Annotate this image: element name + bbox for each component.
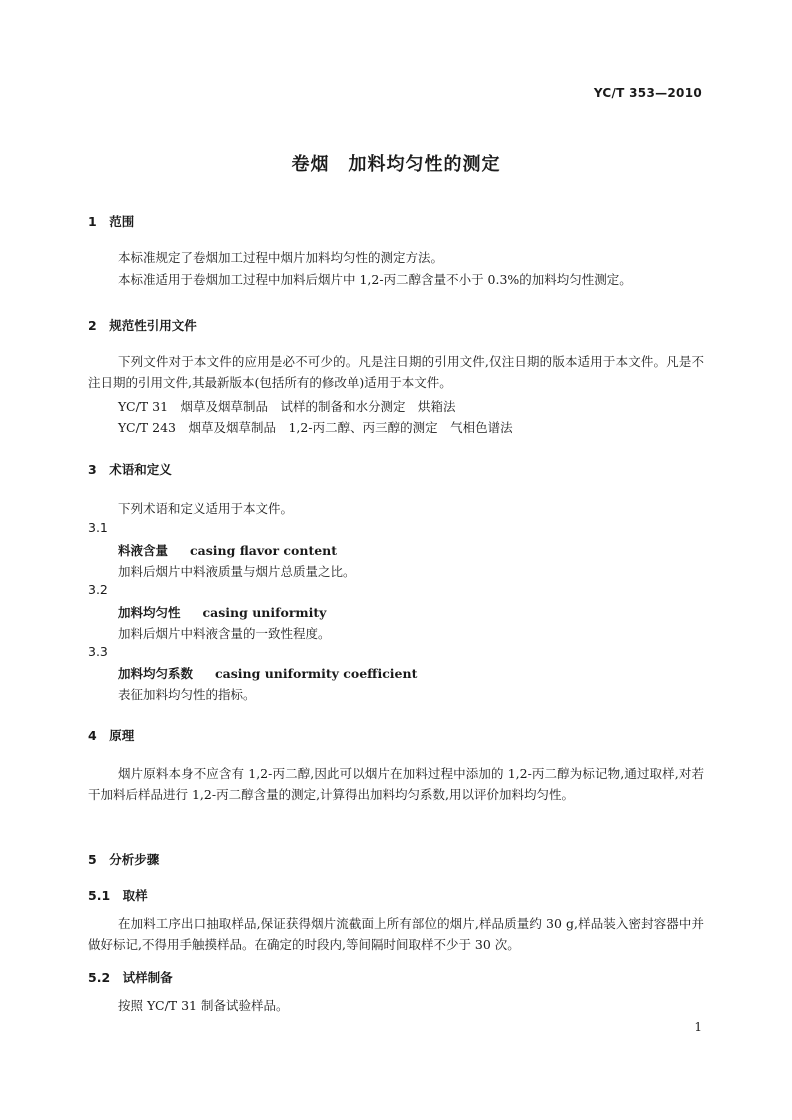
subsection-5-1-paragraph: 在加料工序出口抽取样品,保证获得烟片流截面上所有部位的烟片,样品质量约 30 g,样品装入密封容器中并做好标记,不得用手触摸样品。在确定的时段内,等间隔时间取样不少于 30 次。 — [88, 916, 704, 952]
term-3-2 — [118, 603, 326, 621]
clause-number-3-1: 3.1 — [88, 520, 108, 535]
section-1-paragraph-2: 本标准适用于卷烟加工过程中加料后烟片中 1,2-丙二醇含量不小于 0.3%的加料均匀性测定。 — [118, 272, 632, 287]
section-heading-1: 1 范围 — [88, 214, 135, 229]
section-3-intro: 下列术语和定义适用于本文件。 — [118, 501, 294, 516]
term-3-2-definition: 加料后烟片中料液含量的一致性程度。 — [118, 626, 331, 641]
subsection-heading-5-1: 5.1 取样 — [88, 888, 148, 903]
section-heading-3: 3 术语和定义 — [88, 462, 172, 477]
subsection-heading-5-2: 5.2 试样制备 — [88, 970, 173, 985]
section-1-paragraph-1: 本标准规定了卷烟加工过程中烟片加料均匀性的测定方法。 — [118, 250, 444, 265]
term-3-1-chinese: 料液含量 — [118, 543, 169, 558]
standard-code: YC/T 353—2010 — [593, 86, 702, 100]
subsection-5-2-paragraph: 按照 YC/T 31 制备试验样品。 — [118, 998, 289, 1013]
term-3-2-english: casing uniformity — [202, 605, 327, 620]
section-4-paragraph-1: 烟片原料本身不应含有 1,2-丙二醇,因此可以烟片在加料过程中添加的 1,2-丙二醇为标记物,通过取样,对若干加料后样品进行 1,2-丙二醇含量的测定,计算得出加料均匀系数,用以评价加料均匀性。 — [88, 766, 704, 802]
document-title: 卷烟 加料均匀性的测定 — [291, 154, 501, 175]
term-3-1-english: casing flavor content — [190, 543, 338, 558]
section-heading-5: 5 分析步骤 — [88, 852, 160, 867]
term-3-1-definition: 加料后烟片中料液质量与烟片总质量之比。 — [118, 564, 356, 579]
term-3-3-definition: 表征加料均匀性的指标。 — [118, 687, 256, 702]
section-2-paragraph-1: 下列文件对于本文件的应用是必不可少的。凡是注日期的引用文件,仅注日期的版本适用于本文件。凡是不注日期的引用文件,其最新版本(包括所有的修改单)适用于本文件。 — [88, 354, 704, 390]
section-heading-2: 2 规范性引用文件 — [88, 318, 197, 333]
clause-number-3-3: 3.3 — [88, 644, 108, 659]
term-3-3-chinese: 加料均匀系数 — [118, 666, 194, 681]
term-3-2-chinese: 加料均匀性 — [118, 605, 181, 620]
clause-number-3-2: 3.2 — [88, 582, 108, 597]
normative-reference-2: YC/T 243 烟草及烟草制品 1,2-丙二醇、丙三醇的测定 气相色谱法 — [118, 420, 513, 435]
term-3-1 — [118, 541, 337, 559]
section-heading-4: 4 原理 — [88, 728, 135, 743]
term-3-3 — [118, 664, 417, 682]
normative-reference-1: YC/T 31 烟草及烟草制品 试样的制备和水分测定 烘箱法 — [118, 399, 456, 414]
page-number: 1 — [694, 1020, 702, 1034]
term-3-3-english: casing uniformity coefficient — [215, 666, 418, 681]
